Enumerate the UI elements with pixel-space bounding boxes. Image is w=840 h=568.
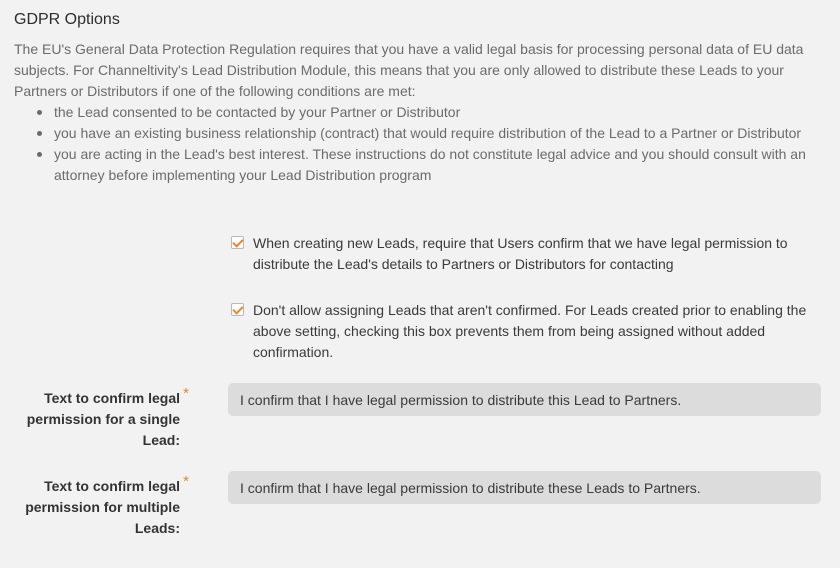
single-lead-confirmation-input[interactable] (228, 383, 821, 416)
require-confirmation-checkbox[interactable] (231, 236, 244, 249)
checkmark-icon (232, 236, 243, 247)
gdpr-intro-text: The EU's General Data Protection Regulation requires that you have a valid legal basis for processing personal data of EU data subjects. For Channeltivity's Lead Distribution Module, this means that you are only allowed to distribute these Leads to your Partners or Distributors if one of the following conditions are met: (14, 41, 804, 99)
section-title: GDPR Options (14, 11, 120, 28)
required-asterisk: * (183, 473, 189, 490)
conditions-list (54, 102, 824, 186)
list-item: you are acting in the Lead's best interest. These instructions do not constitute legal advice and you should consult with an attorney before implementing your Lead Distribution program (54, 144, 824, 186)
multiple-leads-text-label-text: Text to confirm legal permission for multiple Leads: (25, 478, 180, 536)
single-lead-text-label-text: Text to confirm legal permission for a single Lead: (26, 390, 180, 448)
block-unconfirmed-checkbox[interactable] (231, 303, 244, 316)
list-item: you have an existing business relationship (contract) that would require distribution of the Lead to a Partner or Distributor (54, 123, 824, 144)
required-asterisk: * (183, 385, 189, 402)
list-item: the Lead consented to be contacted by your Partner or Distributor (54, 102, 824, 123)
checkmark-icon (232, 303, 243, 314)
multiple-leads-confirmation-input[interactable] (228, 471, 821, 504)
single-lead-text-label (10, 385, 189, 451)
block-unconfirmed-label[interactable]: Don't allow assigning Leads that aren't confirmed. For Leads created prior to enabling the above setting, checking this box prevents them from being assigned without added confirmation. (253, 302, 807, 360)
require-confirmation-label[interactable]: When creating new Leads, require that Users confirm that we have legal permission to distribute the Lead's details to Partners or Distributors for contacting (253, 235, 788, 272)
multiple-leads-text-label (10, 473, 189, 539)
